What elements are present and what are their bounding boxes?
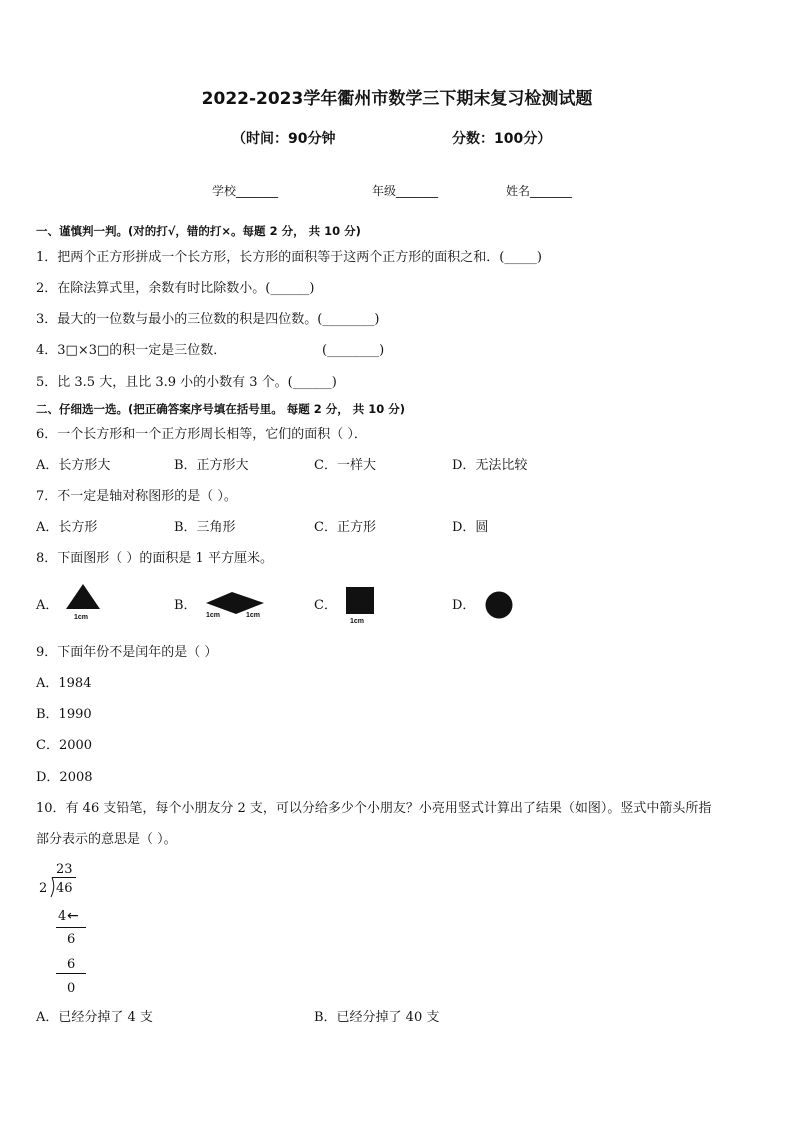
question-8: 8．下面图形（ ）的面积是 1 平方厘米。	[36, 551, 273, 566]
question-7: 7．不一定是轴对称图形的是（ ）。	[36, 489, 237, 504]
school-field: 学校_______	[212, 184, 279, 198]
division-remainder-1: 6	[67, 932, 76, 947]
q6-option-d: D．无法比较	[452, 458, 528, 473]
arrow-left-icon: ←	[67, 908, 79, 924]
q7-option-c: C．正方形	[314, 520, 376, 535]
exam-score: 分数：100分）	[452, 131, 552, 147]
q9-option-a: A．1984	[36, 676, 92, 691]
q7-option-a: A．长方形	[36, 520, 98, 535]
q6-option-c: C．一样大	[314, 458, 376, 473]
question-4-blank: (________)	[322, 343, 385, 358]
q7-option-d: D．圆	[452, 520, 489, 535]
question-4: 4．3□×3□的积一定是三位数．	[36, 343, 227, 358]
name-field: 姓名_______	[506, 184, 573, 198]
triangle-figure	[66, 584, 100, 612]
q8-option-b: B．	[174, 598, 197, 613]
division-step-1: 4	[58, 909, 67, 924]
q8-option-c: C．	[314, 598, 337, 613]
question-3: 3．最大的一位数与最小的三位数的积是四位数。(________)	[36, 312, 380, 327]
division-remainder-2: 0	[67, 981, 76, 996]
q9-option-c: C．2000	[36, 738, 93, 753]
question-6: 6．一个长方形和一个正方形周长相等，它们的面积（ ）．	[36, 427, 367, 442]
q9-option-b: B．1990	[36, 707, 92, 722]
q9-option-d: D．2008	[36, 770, 93, 785]
rhombus-unit-label-right: 1cm	[246, 612, 261, 619]
section-2-heading: 二、仔细选一选。(把正确答案序号填在括号里。 每题 2 分， 共 10 分)	[36, 402, 406, 416]
division-rule-1	[56, 927, 88, 929]
division-quotient: 23	[56, 862, 73, 877]
q8-option-a: A．	[36, 598, 59, 613]
division-rule-2	[56, 973, 88, 975]
page-title: 2022-2023学年衢州市数学三下期末复习检测试题	[201, 89, 593, 109]
circle-figure	[484, 590, 514, 620]
question-10-line-2: 部分表示的意思是（ ）。	[36, 832, 177, 847]
division-divisor: 2	[39, 881, 48, 896]
question-9: 9．下面年份不是闰年的是（ ）	[36, 645, 218, 660]
q6-option-b: B．正方形大	[174, 458, 249, 473]
grade-field: 年级_______	[372, 184, 439, 198]
question-5: 5．比 3.5 大，且比 3.9 小的小数有 3 个。(______)	[36, 375, 337, 390]
question-1: 1．把两个正方形拼成一个长方形，长方形的面积等于这两个正方形的面积之和．(_____)	[36, 250, 542, 265]
division-dividend: 46	[56, 881, 73, 896]
section-1-heading: 一、谨慎判一判。(对的打√，错的打×。每题 2 分， 共 10 分)	[36, 224, 361, 238]
q7-option-b: B．三角形	[174, 520, 236, 535]
rhombus-unit-label-left: 1cm	[206, 612, 221, 619]
exam-time: （时间：90分钟	[232, 131, 336, 147]
square-unit-label: 1cm	[350, 618, 365, 625]
question-2: 2．在除法算式里，余数有时比除数小。(______)	[36, 281, 315, 296]
q10-option-b: B．已经分掉了 40 支	[314, 1010, 440, 1025]
q10-option-a: A．已经分掉了 4 支	[36, 1010, 153, 1025]
triangle-unit-label: 1cm	[74, 614, 89, 621]
division-bracket	[48, 877, 78, 901]
square-figure	[346, 587, 376, 615]
q6-option-a: A．长方形大	[36, 458, 111, 473]
division-step-2: 6	[67, 957, 76, 972]
question-10-line-1: 10．有 46 支铅笔，每个小朋友分 2 支，可以分给多少个小朋友？小亮用竖式计算出了结果（如图）。竖式中箭头所指	[36, 801, 712, 816]
q8-option-d: D．	[452, 598, 476, 613]
